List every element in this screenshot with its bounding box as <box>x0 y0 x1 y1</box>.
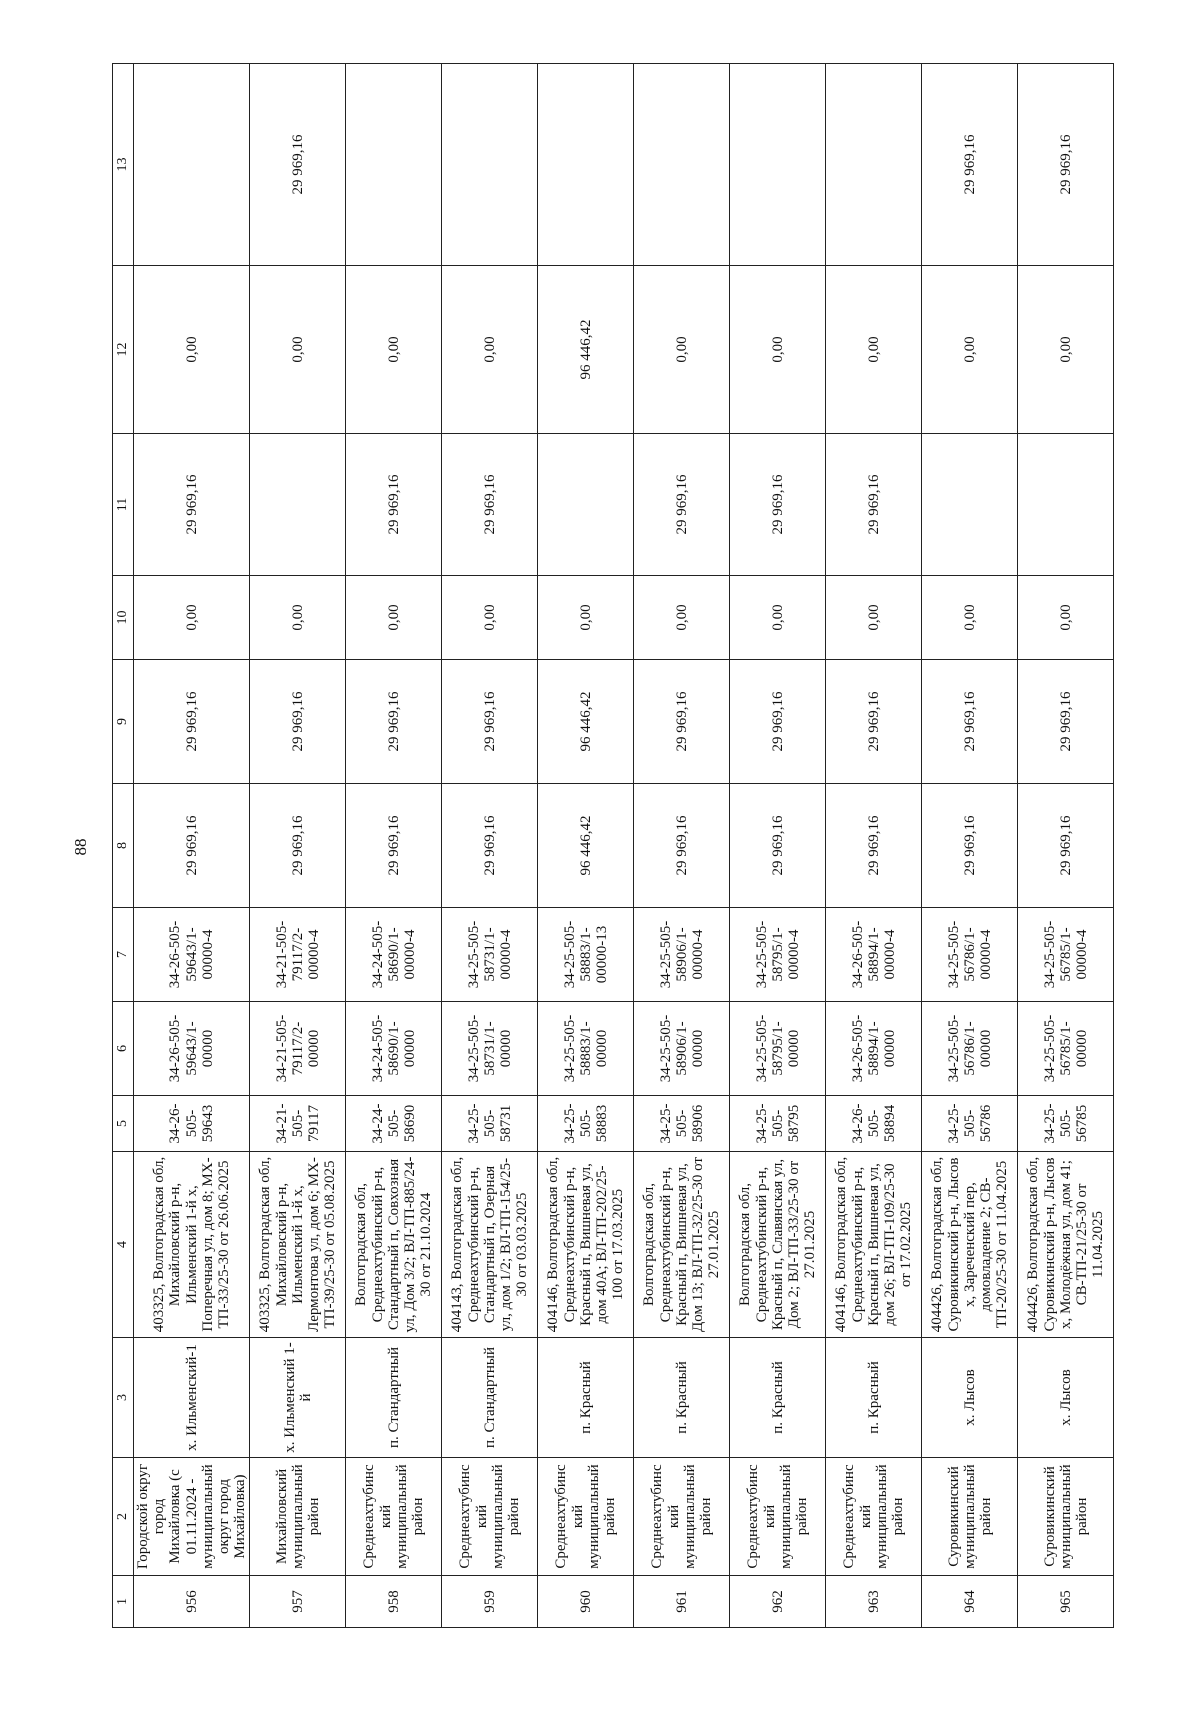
column-number-2: 2 <box>113 1458 134 1576</box>
connection-id-cell-col7: 34-25-505-56785/1-00000-4 <box>1018 908 1114 1002</box>
column-number-10: 10 <box>113 576 134 660</box>
amount-cell-col11: 29 969,16 <box>442 434 538 576</box>
amount-cell-col13: 29 969,16 <box>922 64 1018 266</box>
object-id-cell-col6: 34-25-505-58906/1-00000 <box>634 1002 730 1096</box>
locality-cell-col3: п. Красный <box>538 1338 634 1458</box>
amount-cell-col9: 29 969,16 <box>134 660 250 784</box>
cadastral-cell-col5: 34-25-505-58906 <box>634 1096 730 1152</box>
amount-cell-col10: 0,00 <box>250 576 346 660</box>
amount-cell-col12: 0,00 <box>634 266 730 434</box>
connection-id-cell-col7: 34-24-505-58690/1-00000-4 <box>346 908 442 1002</box>
cadastral-cell-col5: 34-24-505-58690 <box>346 1096 442 1152</box>
amount-cell-col8: 29 969,16 <box>134 784 250 908</box>
object-id-cell-col6: 34-24-505-58690/1-00000 <box>346 1002 442 1096</box>
cadastral-cell-col5: 34-26-505-58894 <box>826 1096 922 1152</box>
object-id-cell-col6: 34-25-505-56786/1-00000 <box>922 1002 1018 1096</box>
row-number-col1: 956 <box>134 1576 250 1628</box>
object-id-cell-col6: 34-26-505-59643/1-00000 <box>134 1002 250 1096</box>
column-number-11: 11 <box>113 434 134 576</box>
amount-cell-col10: 0,00 <box>922 576 1018 660</box>
cadastral-cell-col5: 34-25-505-58795 <box>730 1096 826 1152</box>
address-cell-col4: Волгоградская обл, Среднеахтубинский р-н, Красный п, Славянская ул, Дом 2; ВЛ-ТП-33/25-30 от 27.01.2025 <box>730 1152 826 1338</box>
connection-id-cell-col7: 34-25-505-58795/1-00000-4 <box>730 908 826 1002</box>
cadastral-cell-col5: 34-25-505-58731 <box>442 1096 538 1152</box>
address-cell-col4: Волгоградская обл, Среднеахтубинский р-н, Стандартный п, Совхозная ул, Дом 3/2; ВЛ-ТП-885/24-30 от 21.10.2024 <box>346 1152 442 1338</box>
locality-cell-col3: п. Красный <box>730 1338 826 1458</box>
amount-cell-col12: 0,00 <box>826 266 922 434</box>
amount-cell-col10: 0,00 <box>442 576 538 660</box>
amount-cell-col8: 96 446,42 <box>538 784 634 908</box>
amount-cell-col11: 29 969,16 <box>826 434 922 576</box>
district-cell-col2: Суровикинский муниципальный район <box>1018 1458 1114 1576</box>
column-number-8: 8 <box>113 784 134 908</box>
locality-cell-col3: х. Ильменский 1-й <box>250 1338 346 1458</box>
amount-cell-col10: 0,00 <box>538 576 634 660</box>
column-number-12: 12 <box>113 266 134 434</box>
table-row <box>1018 64 1114 1628</box>
row-number-col1: 960 <box>538 1576 634 1628</box>
object-id-cell-col6: 34-25-505-58731/1-00000 <box>442 1002 538 1096</box>
amount-cell-col13: 29 969,16 <box>250 64 346 266</box>
cadastral-cell-col5: 34-21-505-79117 <box>250 1096 346 1152</box>
registry-table <box>112 63 1114 1628</box>
amount-cell-col9: 29 969,16 <box>634 660 730 784</box>
column-number-9: 9 <box>113 660 134 784</box>
amount-cell-col11: 29 969,16 <box>134 434 250 576</box>
amount-cell-col12: 96 446,42 <box>538 266 634 434</box>
district-cell-col2: Суровикинский муниципальный район <box>922 1458 1018 1576</box>
amount-cell-col12: 0,00 <box>922 266 1018 434</box>
connection-id-cell-col7: 34-25-505-58906/1-00000-4 <box>634 908 730 1002</box>
table-row <box>634 64 730 1628</box>
object-id-cell-col6: 34-21-505-79117/2-00000 <box>250 1002 346 1096</box>
connection-id-cell-col7: 34-26-505-59643/1-00000-4 <box>134 908 250 1002</box>
table-row <box>730 64 826 1628</box>
amount-cell-col12: 0,00 <box>346 266 442 434</box>
amount-cell-col8: 29 969,16 <box>250 784 346 908</box>
amount-cell-col12: 0,00 <box>730 266 826 434</box>
amount-cell-col13 <box>346 64 442 266</box>
amount-cell-col9: 29 969,16 <box>730 660 826 784</box>
connection-id-cell-col7: 34-26-505-58894/1-00000-4 <box>826 908 922 1002</box>
address-cell-col4: 403325, Волгоградская обл, Михайловский р-н, Ильменский 1-й х, Лермонтова ул, дом 6; МХ-ТП-39/25-30 от 05.08.2025 <box>250 1152 346 1338</box>
table-row <box>826 64 922 1628</box>
amount-cell-col8: 29 969,16 <box>634 784 730 908</box>
locality-cell-col3: п. Стандартный <box>346 1338 442 1458</box>
connection-id-cell-col7: 34-25-505-56786/1-00000-4 <box>922 908 1018 1002</box>
amount-cell-col13 <box>634 64 730 266</box>
object-id-cell-col6: 34-25-505-58795/1-00000 <box>730 1002 826 1096</box>
row-number-col1: 965 <box>1018 1576 1114 1628</box>
table-row <box>538 64 634 1628</box>
row-number-col1: 963 <box>826 1576 922 1628</box>
amount-cell-col11 <box>250 434 346 576</box>
address-cell-col4: 404146, Волгоградская обл, Среднеахтубинский р-н, Красный п, Вишневая ул, дом 40А; ВЛ-ТП-202/25-100 от 17.03.2025 <box>538 1152 634 1338</box>
object-id-cell-col6: 34-26-505-58894/1-00000 <box>826 1002 922 1096</box>
amount-cell-col13 <box>442 64 538 266</box>
amount-cell-col11 <box>922 434 1018 576</box>
amount-cell-col13 <box>730 64 826 266</box>
amount-cell-col12: 0,00 <box>1018 266 1114 434</box>
amount-cell-col9: 96 446,42 <box>538 660 634 784</box>
amount-cell-col12: 0,00 <box>250 266 346 434</box>
cadastral-cell-col5: 34-26-505-59643 <box>134 1096 250 1152</box>
connection-id-cell-col7: 34-25-505-58731/1-00000-4 <box>442 908 538 1002</box>
amount-cell-col8: 29 969,16 <box>922 784 1018 908</box>
row-number-col1: 961 <box>634 1576 730 1628</box>
cadastral-cell-col5: 34-25-505-58883 <box>538 1096 634 1152</box>
amount-cell-col9: 29 969,16 <box>922 660 1018 784</box>
column-number-6: 6 <box>113 1002 134 1096</box>
locality-cell-col3: х. Лысов <box>1018 1338 1114 1458</box>
address-cell-col4: 404146, Волгоградская обл, Среднеахтубинский р-н, Красный п, Вишневая ул, дом 26; ВЛ-ТП-109/25-30 от 17.02.2025 <box>826 1152 922 1338</box>
amount-cell-col9: 29 969,16 <box>442 660 538 784</box>
column-number-5: 5 <box>113 1096 134 1152</box>
amount-cell-col10: 0,00 <box>1018 576 1114 660</box>
district-cell-col2: Среднеахтубинский муниципальный район <box>634 1458 730 1576</box>
amount-cell-col9: 29 969,16 <box>346 660 442 784</box>
amount-cell-col11: 29 969,16 <box>730 434 826 576</box>
amount-cell-col10: 0,00 <box>634 576 730 660</box>
amount-cell-col13 <box>538 64 634 266</box>
amount-cell-col8: 29 969,16 <box>1018 784 1114 908</box>
table-row <box>134 64 250 1628</box>
locality-cell-col3: п. Красный <box>826 1338 922 1458</box>
cadastral-cell-col5: 34-25-505-56786 <box>922 1096 1018 1152</box>
amount-cell-col11 <box>1018 434 1114 576</box>
amount-cell-col8: 29 969,16 <box>442 784 538 908</box>
amount-cell-col8: 29 969,16 <box>730 784 826 908</box>
connection-id-cell-col7: 34-21-505-79117/2-00000-4 <box>250 908 346 1002</box>
amount-cell-col12: 0,00 <box>442 266 538 434</box>
page-number: 88 <box>71 838 90 856</box>
rotated-table-area <box>112 64 1106 1628</box>
amount-cell-col13 <box>826 64 922 266</box>
amount-cell-col10: 0,00 <box>134 576 250 660</box>
amount-cell-col8: 29 969,16 <box>826 784 922 908</box>
district-cell-col2: Михайловский муниципальный район <box>250 1458 346 1576</box>
row-number-col1: 964 <box>922 1576 1018 1628</box>
amount-cell-col10: 0,00 <box>730 576 826 660</box>
amount-cell-col11: 29 969,16 <box>634 434 730 576</box>
row-number-col1: 958 <box>346 1576 442 1628</box>
column-number-7: 7 <box>113 908 134 1002</box>
column-number-13: 13 <box>113 64 134 266</box>
locality-cell-col3: х. Ильменский-1 <box>134 1338 250 1458</box>
amount-cell-col10: 0,00 <box>826 576 922 660</box>
locality-cell-col3: х. Лысов <box>922 1338 1018 1458</box>
district-cell-col2: Среднеахтубинский муниципальный район <box>442 1458 538 1576</box>
column-number-4: 4 <box>113 1152 134 1338</box>
address-cell-col4: 403325, Волгоградская обл, Михайловский р-н, Ильменский 1-й х, Поперечная ул, дом 8; МХ-ТП-33/25-30 от 26.06.2025 <box>134 1152 250 1338</box>
amount-cell-col9: 29 969,16 <box>250 660 346 784</box>
district-cell-col2: Среднеахтубинский муниципальный район <box>346 1458 442 1576</box>
column-number-1: 1 <box>113 1576 134 1628</box>
district-cell-col2: Среднеахтубинский муниципальный район <box>538 1458 634 1576</box>
row-number-col1: 957 <box>250 1576 346 1628</box>
amount-cell-col8: 29 969,16 <box>346 784 442 908</box>
district-cell-col2: Среднеахтубинский муниципальный район <box>826 1458 922 1576</box>
connection-id-cell-col7: 34-25-505-58883/1-00000-13 <box>538 908 634 1002</box>
amount-cell-col10: 0,00 <box>346 576 442 660</box>
table-row <box>250 64 346 1628</box>
amount-cell-col12: 0,00 <box>134 266 250 434</box>
row-number-col1: 959 <box>442 1576 538 1628</box>
district-cell-col2: Среднеахтубинский муниципальный район <box>730 1458 826 1576</box>
column-number-3: 3 <box>113 1338 134 1458</box>
table-row <box>922 64 1018 1628</box>
table-row <box>442 64 538 1628</box>
column-number-row <box>113 64 134 1628</box>
cadastral-cell-col5: 34-25-505-56785 <box>1018 1096 1114 1152</box>
district-cell-col2: Городской округ город Михайловка (с 01.11.2024 - муниципальный округ город Михайловка) <box>134 1458 250 1576</box>
locality-cell-col3: п. Красный <box>634 1338 730 1458</box>
address-cell-col4: 404426, Волгоградская обл, Суровикинский р-н, Лысов х, Молодёжная ул, дом 41; СВ-ТП-21/25-30 от 11.04.2025 <box>1018 1152 1114 1338</box>
amount-cell-col13 <box>134 64 250 266</box>
object-id-cell-col6: 34-25-505-58883/1-00000 <box>538 1002 634 1096</box>
table-row <box>346 64 442 1628</box>
address-cell-col4: 404426, Волгоградская обл, Суровикинский р-н, Лысов х, Зареченский пер, домовладение 2; СВ-ТП-20/25-30 от 11.04.2025 <box>922 1152 1018 1338</box>
address-cell-col4: 404143, Волгоградская обл, Среднеахтубинский р-н, Стандартный п, Озерная ул, дом 1/2; ВЛ-ТП-154/25-30 от 03.03.2025 <box>442 1152 538 1338</box>
address-cell-col4: Волгоградская обл, Среднеахтубинский р-н, Красный п, Вишневая ул, Дом 13; ВЛ-ТП-32/25-30 от 27.01.2025 <box>634 1152 730 1338</box>
amount-cell-col9: 29 969,16 <box>826 660 922 784</box>
amount-cell-col11 <box>538 434 634 576</box>
table-rotator <box>112 64 1106 1628</box>
amount-cell-col11: 29 969,16 <box>346 434 442 576</box>
object-id-cell-col6: 34-25-505-56785/1-00000 <box>1018 1002 1114 1096</box>
row-number-col1: 962 <box>730 1576 826 1628</box>
amount-cell-col9: 29 969,16 <box>1018 660 1114 784</box>
locality-cell-col3: п. Стандартный <box>442 1338 538 1458</box>
amount-cell-col13: 29 969,16 <box>1018 64 1114 266</box>
